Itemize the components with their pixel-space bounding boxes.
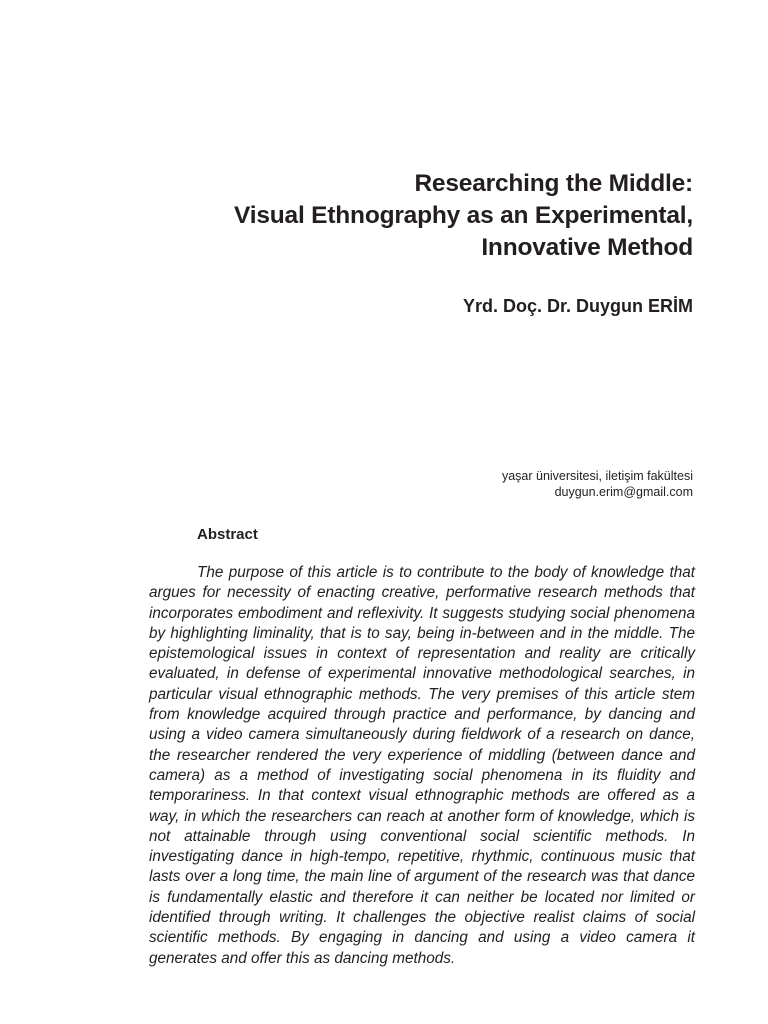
institution-text: yaşar üniversitesi, iletişim fakültesi	[501, 469, 693, 483]
title-line-3: Innovative Method	[481, 234, 693, 261]
title-line-1: Researching the Middle:	[414, 170, 693, 197]
author-affiliation	[502, 468, 693, 500]
article-title	[133, 168, 693, 264]
abstract-body: The purpose of this article is to contribute to the body of knowledge that argues for necessity of enacting creative, performative research methods that incorporates embodiment and reflexivity. It suggests studying social phenomena by highlighting liminality, that is to say, being in-between and in the middle. The epistemological issues in context of representation and reality are critically evaluated, in defense of experimental innovative methodological searches, in particular visual ethnographic methods. The very premises of this article stem from knowledge acquired through practice and performance, by dancing and using a video camera simultaneously during fieldwork of a research on dance, the researcher rendered the very experience of middling (between dance and camera) as a method of investigating social phenomena in its fluidity and temporariness. In that context visual ethnographic methods are offered as a way, in which the researchers can reach at another form of knowledge, which is not attainable through using conventional social scientific methods. In investigating dance in high-tempo, repetitive, rhythmic, continuous music that lasts over a long time, the main line of argument of the research was that dance is fundamentally elastic and therefore it can neither be located nor limited or identified through writing. It challenges the objective realist claims of social scientific methods. By engaging in dancing and using a video camera it generates and offer this as dancing methods.	[149, 564, 695, 967]
abstract-heading: Abstract	[197, 526, 258, 543]
title-line-2: Visual Ethnography as an Experimental,	[234, 202, 693, 229]
email-text: duygun.erim@gmail.com	[554, 485, 693, 499]
author-name: Yrd. Doç. Dr. Duygun ERİM	[462, 296, 693, 316]
